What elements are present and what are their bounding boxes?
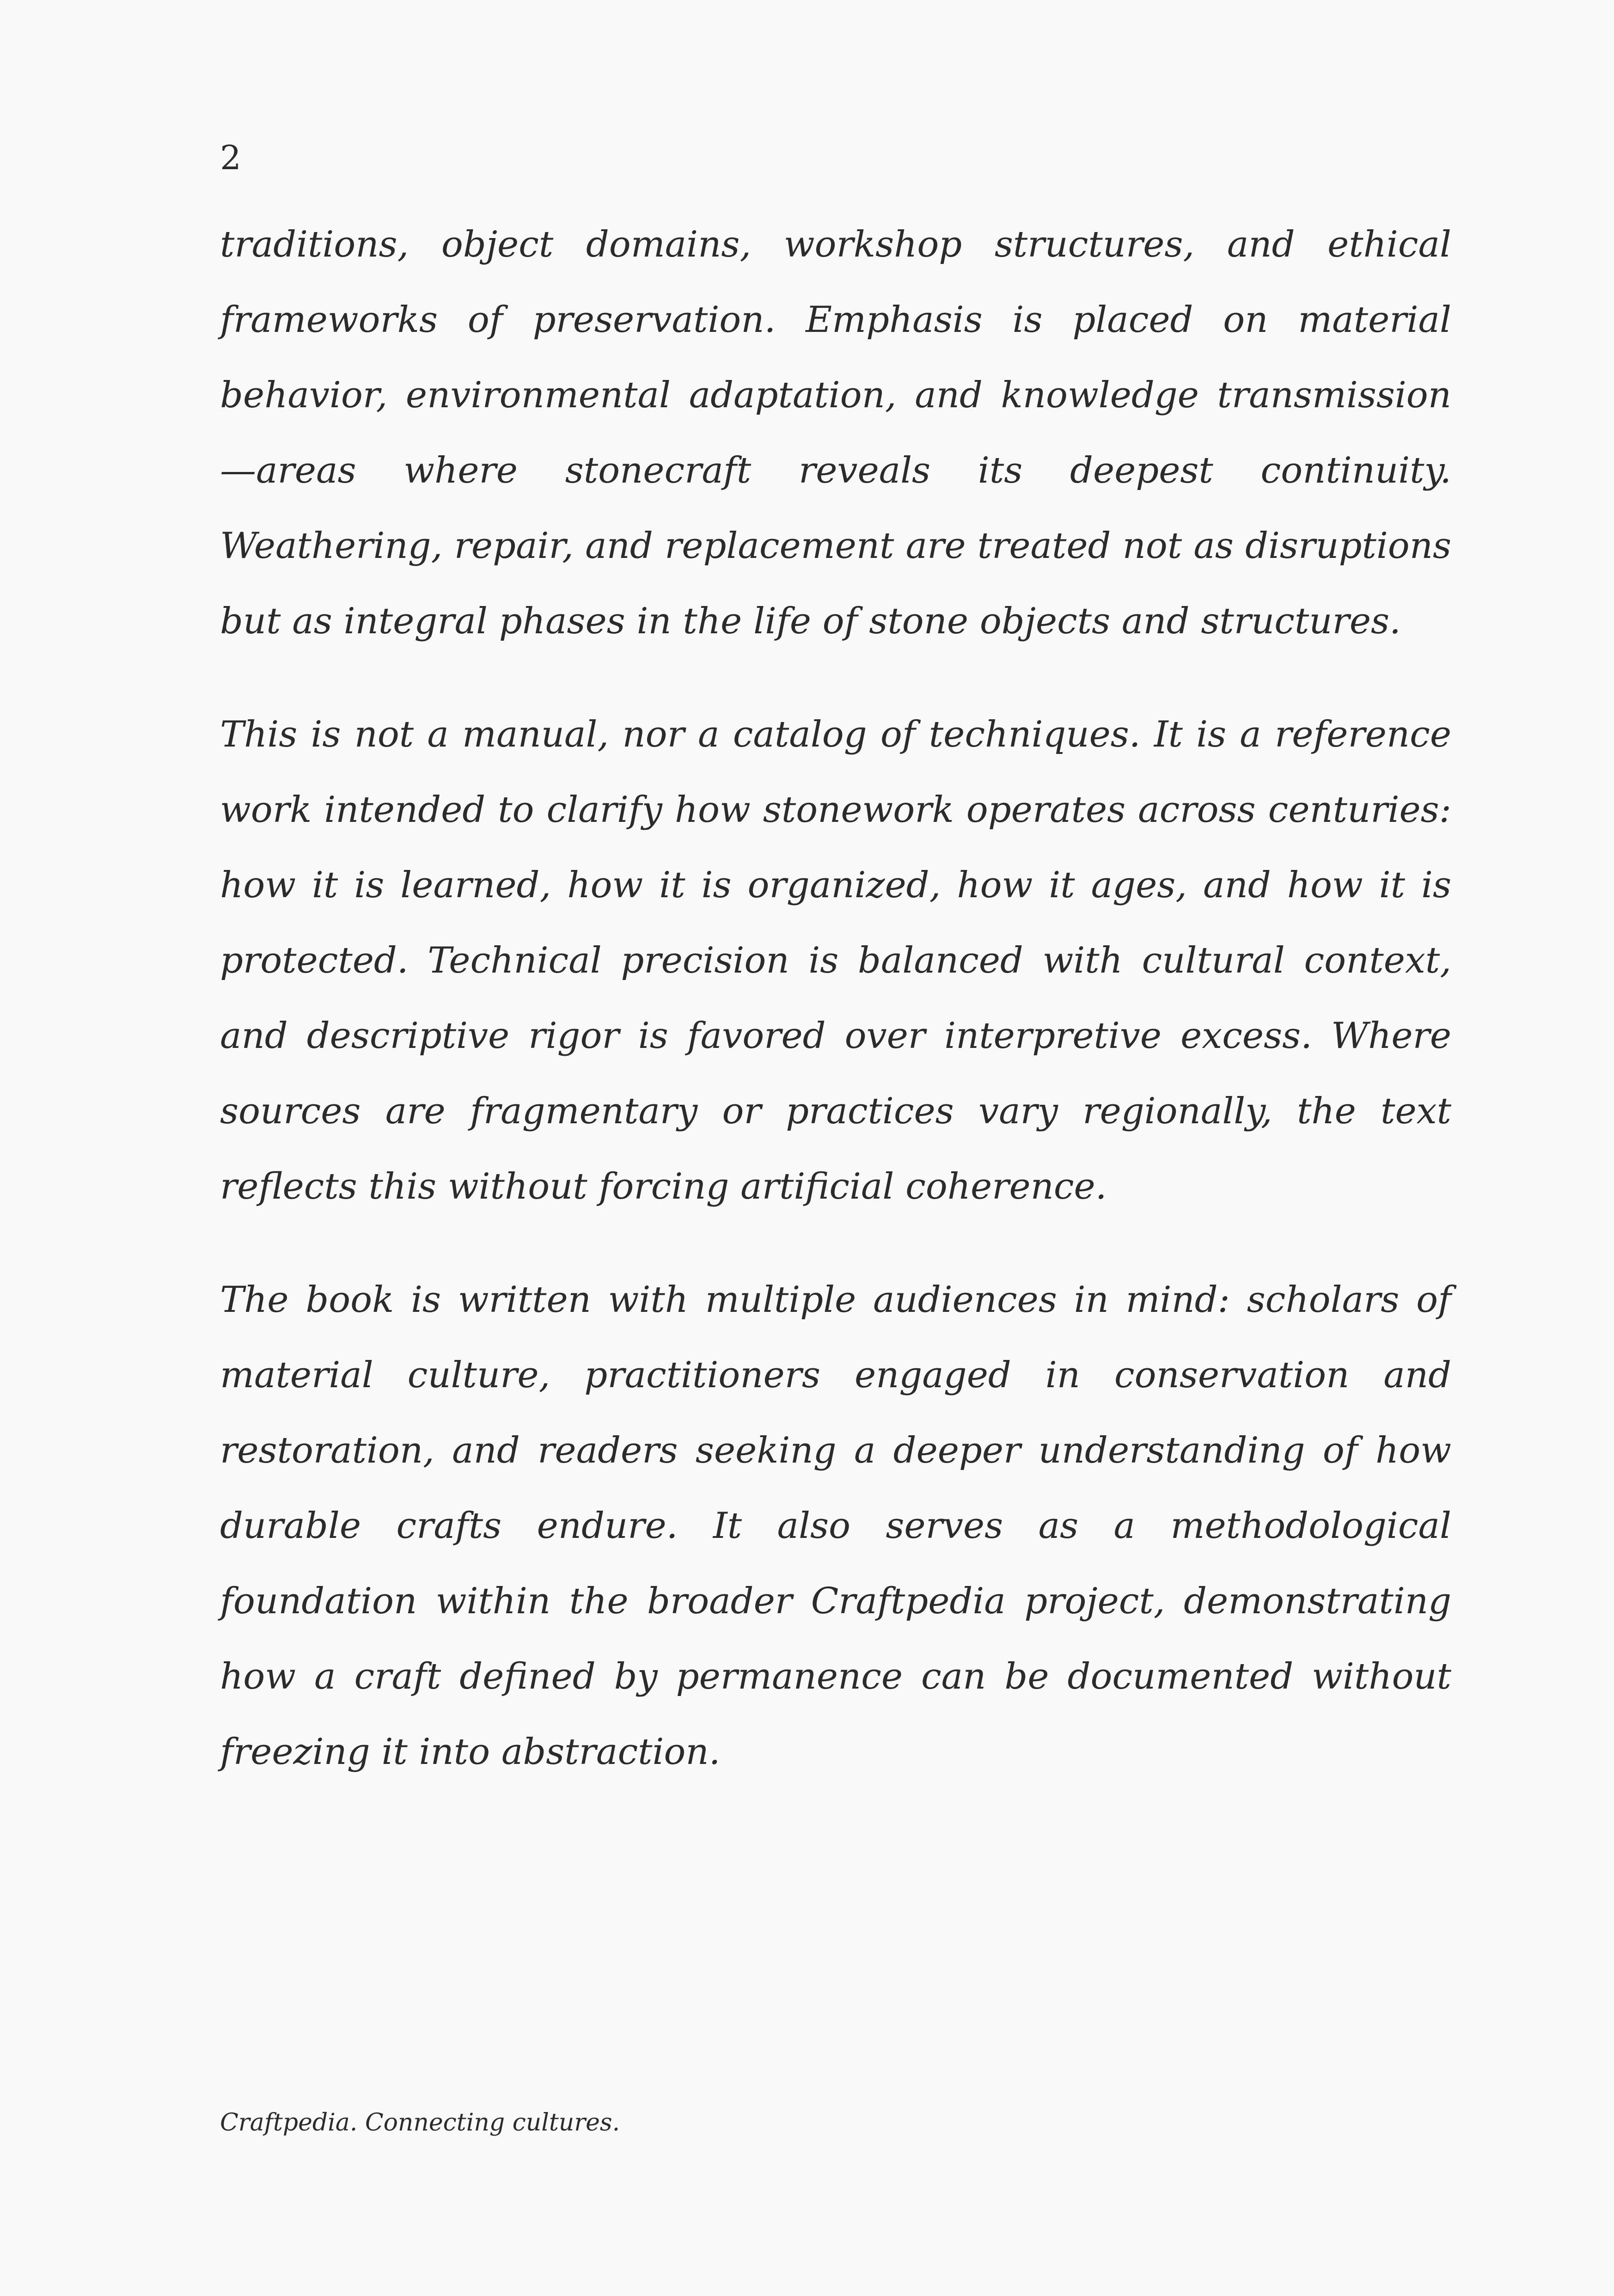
page-footer: Craftpedia. Connecting cultures.: [220, 2109, 620, 2137]
page-number: 2: [220, 138, 241, 177]
body-text: [220, 207, 1451, 1790]
paragraph: The book is written with multiple audiences in mind: scholars of material culture, practitioners engaged in conservation and restoration, and readers seeking a deeper understanding of how durable crafts endure. It also serves as a methodological foundation within the broader Craftpedia project, demonstrating how a craft defined by permanence can be documented without freezing it into abstraction.: [220, 1279, 1451, 1773]
paragraph: This is not a manual, nor a catalog of techniques. It is a reference work intended to clarify how stonework operates across centuries: how it is learned, how it is organized, how it ages, and how it is protected. Technical precision is balanced with cultural context, and descriptive rigor is favored over interpretive excess. Where sources are fragmentary or practices vary regionally, the text reflects this without forcing artificial coherence.: [220, 714, 1451, 1207]
paragraph: traditions, object domains, workshop structures, and ethical frameworks of preservation. Emphasis is placed on material behavior, environmental adaptation, and knowledge transmission—areas where stonecraft reveals its deepest continuity. Weathering, repair, and replacement are treated not as disruptions but as integral phases in the life of stone objects and structures.: [220, 224, 1451, 642]
